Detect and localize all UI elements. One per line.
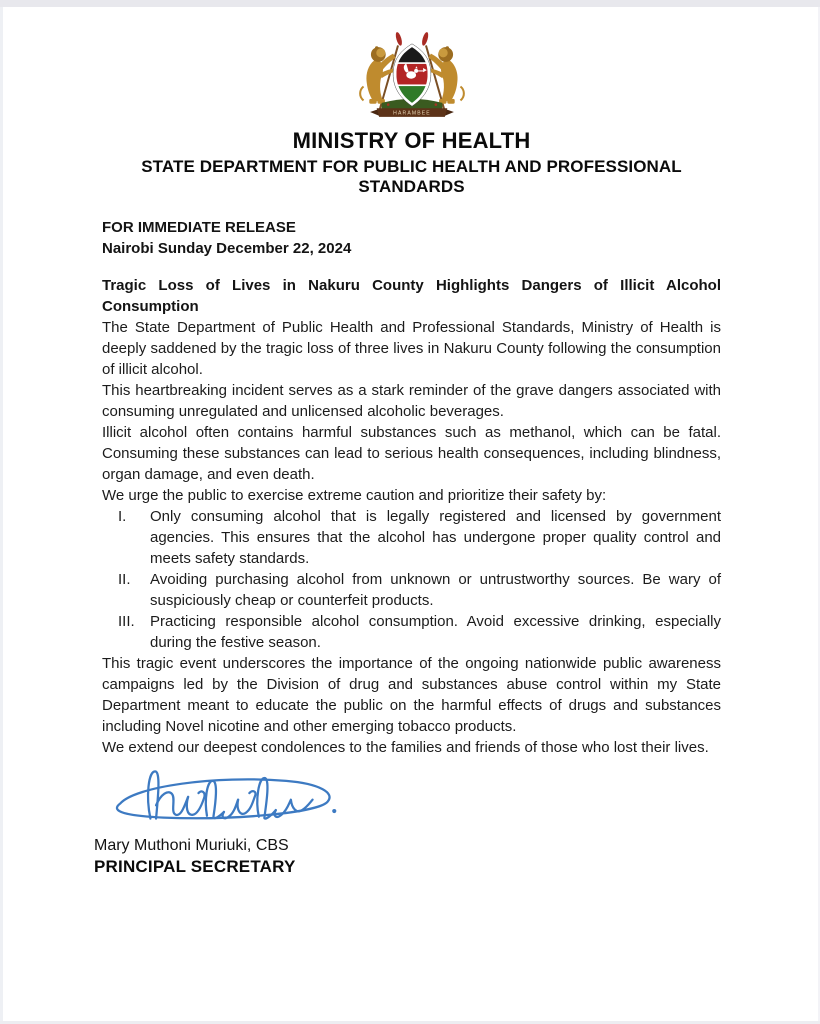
list-item: [102, 611, 721, 653]
list-numeral: II.: [118, 571, 131, 588]
release-label: FOR IMMEDIATE RELEASE: [102, 219, 296, 236]
signature-block: [94, 762, 721, 878]
photo-edge-top: [0, 0, 820, 7]
signature-ink-icon: [94, 762, 352, 828]
kenya-coat-of-arms-icon: [348, 29, 476, 121]
paragraph-methanol: Illicit alcohol often contains harmful substances such as methanol, which can be fatal. Consuming these substances can lead to serious health consequences, including blindness, organ damage, and even death.: [102, 424, 721, 483]
paragraph-urge: We urge the public to exercise extreme caution and prioritize their safety by:: [102, 487, 607, 504]
list-item-text: Avoiding purchasing alcohol from unknown or untrustworthy sources. Be wary of suspiciously cheap or counterfeit products.: [150, 571, 721, 609]
list-item-text: Only consuming alcohol that is legally registered and licensed by government agencies. This ensures that the alcohol has undergone proper quality control and meets safety standards.: [150, 508, 721, 567]
release-block: [102, 217, 721, 259]
release-dateline: Nairobi Sunday December 22, 2024: [102, 240, 352, 257]
safety-advice-list: [102, 506, 721, 653]
list-numeral: III.: [118, 613, 135, 630]
shield-icon: [393, 44, 431, 108]
department-subtitle: STATE DEPARTMENT FOR PUBLIC HEALTH AND PROFESSIONAL STANDARDS: [141, 157, 682, 196]
signatory-name: Mary Muthoni Muriuki, CBS: [94, 837, 289, 854]
motto-text: HARAMBEE: [392, 110, 431, 117]
list-item-text: Practicing responsible alcohol consumption. Avoid excessive drinking, especially during the festive season.: [150, 613, 721, 651]
paragraph-intro: The State Department of Public Health and Professional Standards, Ministry of Health is deeply saddened by the tragic loss of three lives in Nakuru County following the consumption of illicit alcohol.: [102, 319, 721, 378]
paragraph-campaigns: This tragic event underscores the importance of the ongoing nationwide public awareness campaigns led by the Division of drug and substances abuse control within my State Department meant to educate the public on the harmful effects of drugs and substances including Novel nicotine and other emerging tobacco products.: [102, 655, 721, 735]
list-item: [102, 569, 721, 611]
press-release-document: [3, 7, 818, 1021]
motto-banner-icon: [370, 108, 454, 117]
paragraph-condolences: We extend our deepest condolences to the families and friends of those who lost their lives.: [102, 739, 709, 756]
signatory-title: PRINCIPAL SECRETARY: [94, 857, 296, 876]
press-release-title: Tragic Loss of Lives in Nakuru County Highlights Dangers of Illicit Alcohol Consumption: [102, 277, 721, 315]
paragraph-incident: This heartbreaking incident serves as a stark reminder of the grave dangers associated with consuming unregulated and unlicensed alcoholic beverages.: [102, 382, 721, 420]
list-numeral: I.: [118, 508, 127, 525]
list-item: [102, 506, 721, 569]
crest-container: [102, 29, 721, 126]
ministry-title: MINISTRY OF HEALTH: [292, 128, 531, 153]
